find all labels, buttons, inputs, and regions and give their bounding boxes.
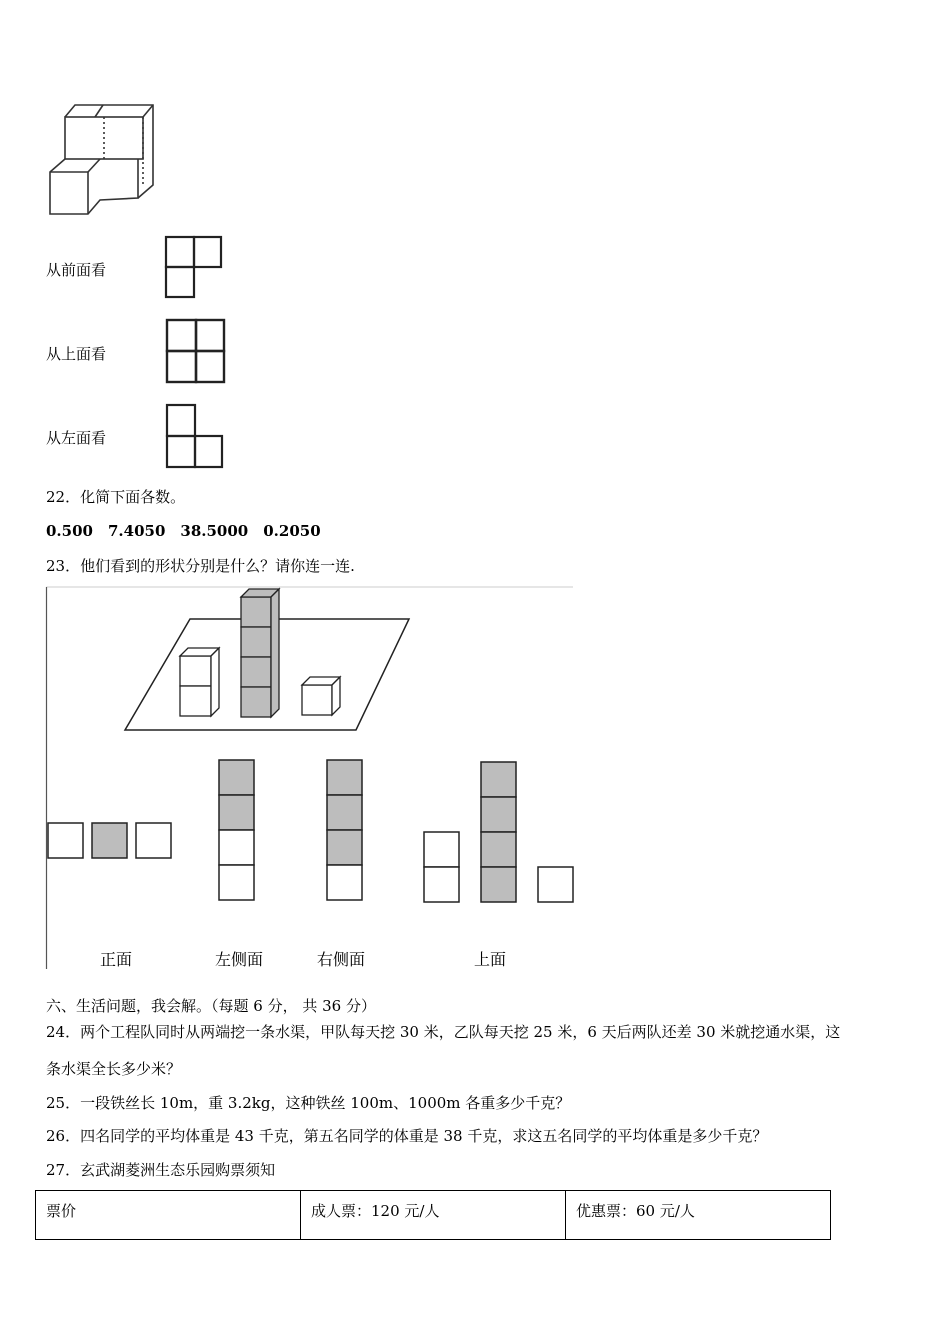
q24-line2: 条水渠全长多少米？ [46, 1060, 182, 1078]
view-front-shape [164, 235, 224, 299]
option-front [48, 823, 171, 858]
ticket-price-table [35, 1190, 831, 1240]
view-left-label: 从左面看 [46, 429, 107, 447]
white-cube-1 [302, 677, 340, 715]
table-row [36, 1191, 831, 1240]
white-stack-2 [180, 648, 219, 716]
price-label-cell: 票价 [36, 1191, 301, 1240]
gray-stack-4 [241, 589, 279, 717]
q25-text: 25．一段铁丝长 10m，重 3.2kg，这种铁丝 100m、1000m 各重多少千克？ [46, 1094, 571, 1112]
q23-label-front: 正面 [100, 950, 133, 969]
q27-title: 27．玄武湖菱洲生态乐园购票须知 [46, 1161, 276, 1179]
q26-text: 26．四名同学的平均体重是 43 千克，第五名同学的体重是 38 千克，求这五名同学的平均体重是多少千克？ [46, 1127, 768, 1145]
q23-label-left-side: 左侧面 [215, 950, 264, 969]
solid-figure-3d [40, 100, 160, 220]
q24-line1: 24．两个工程队同时从两端挖一条水渠，甲队每天挖 30 米，乙队每天挖 25 米，6 天后两队还差 30 米就挖通水渠，这 [46, 1023, 841, 1041]
view-top-label: 从上面看 [46, 345, 107, 363]
q23-label-right-side: 右侧面 [317, 950, 366, 969]
option-left-side [219, 760, 254, 900]
q22-title: 22．化简下面各数。 [46, 488, 186, 506]
view-left-shape [165, 403, 225, 469]
discount-ticket-cell: 优惠票：60 元/人 [566, 1191, 831, 1240]
option-top [424, 762, 573, 902]
adult-ticket-cell: 成人票：120 元/人 [301, 1191, 566, 1240]
q23-label-top: 上面 [474, 950, 507, 969]
section6-title: 六、生活问题，我会解。（每题 6 分， 共 36 分） [46, 997, 376, 1015]
view-top-shape [165, 318, 227, 384]
q23-title: 23．他们看到的形状分别是什么？请你连一连. [46, 557, 355, 575]
q23-figure [45, 586, 575, 971]
q22-numbers: 0.500 7.4050 38.5000 0.2050 [46, 522, 321, 540]
view-front-label: 从前面看 [46, 261, 107, 279]
option-right-side [327, 760, 362, 900]
